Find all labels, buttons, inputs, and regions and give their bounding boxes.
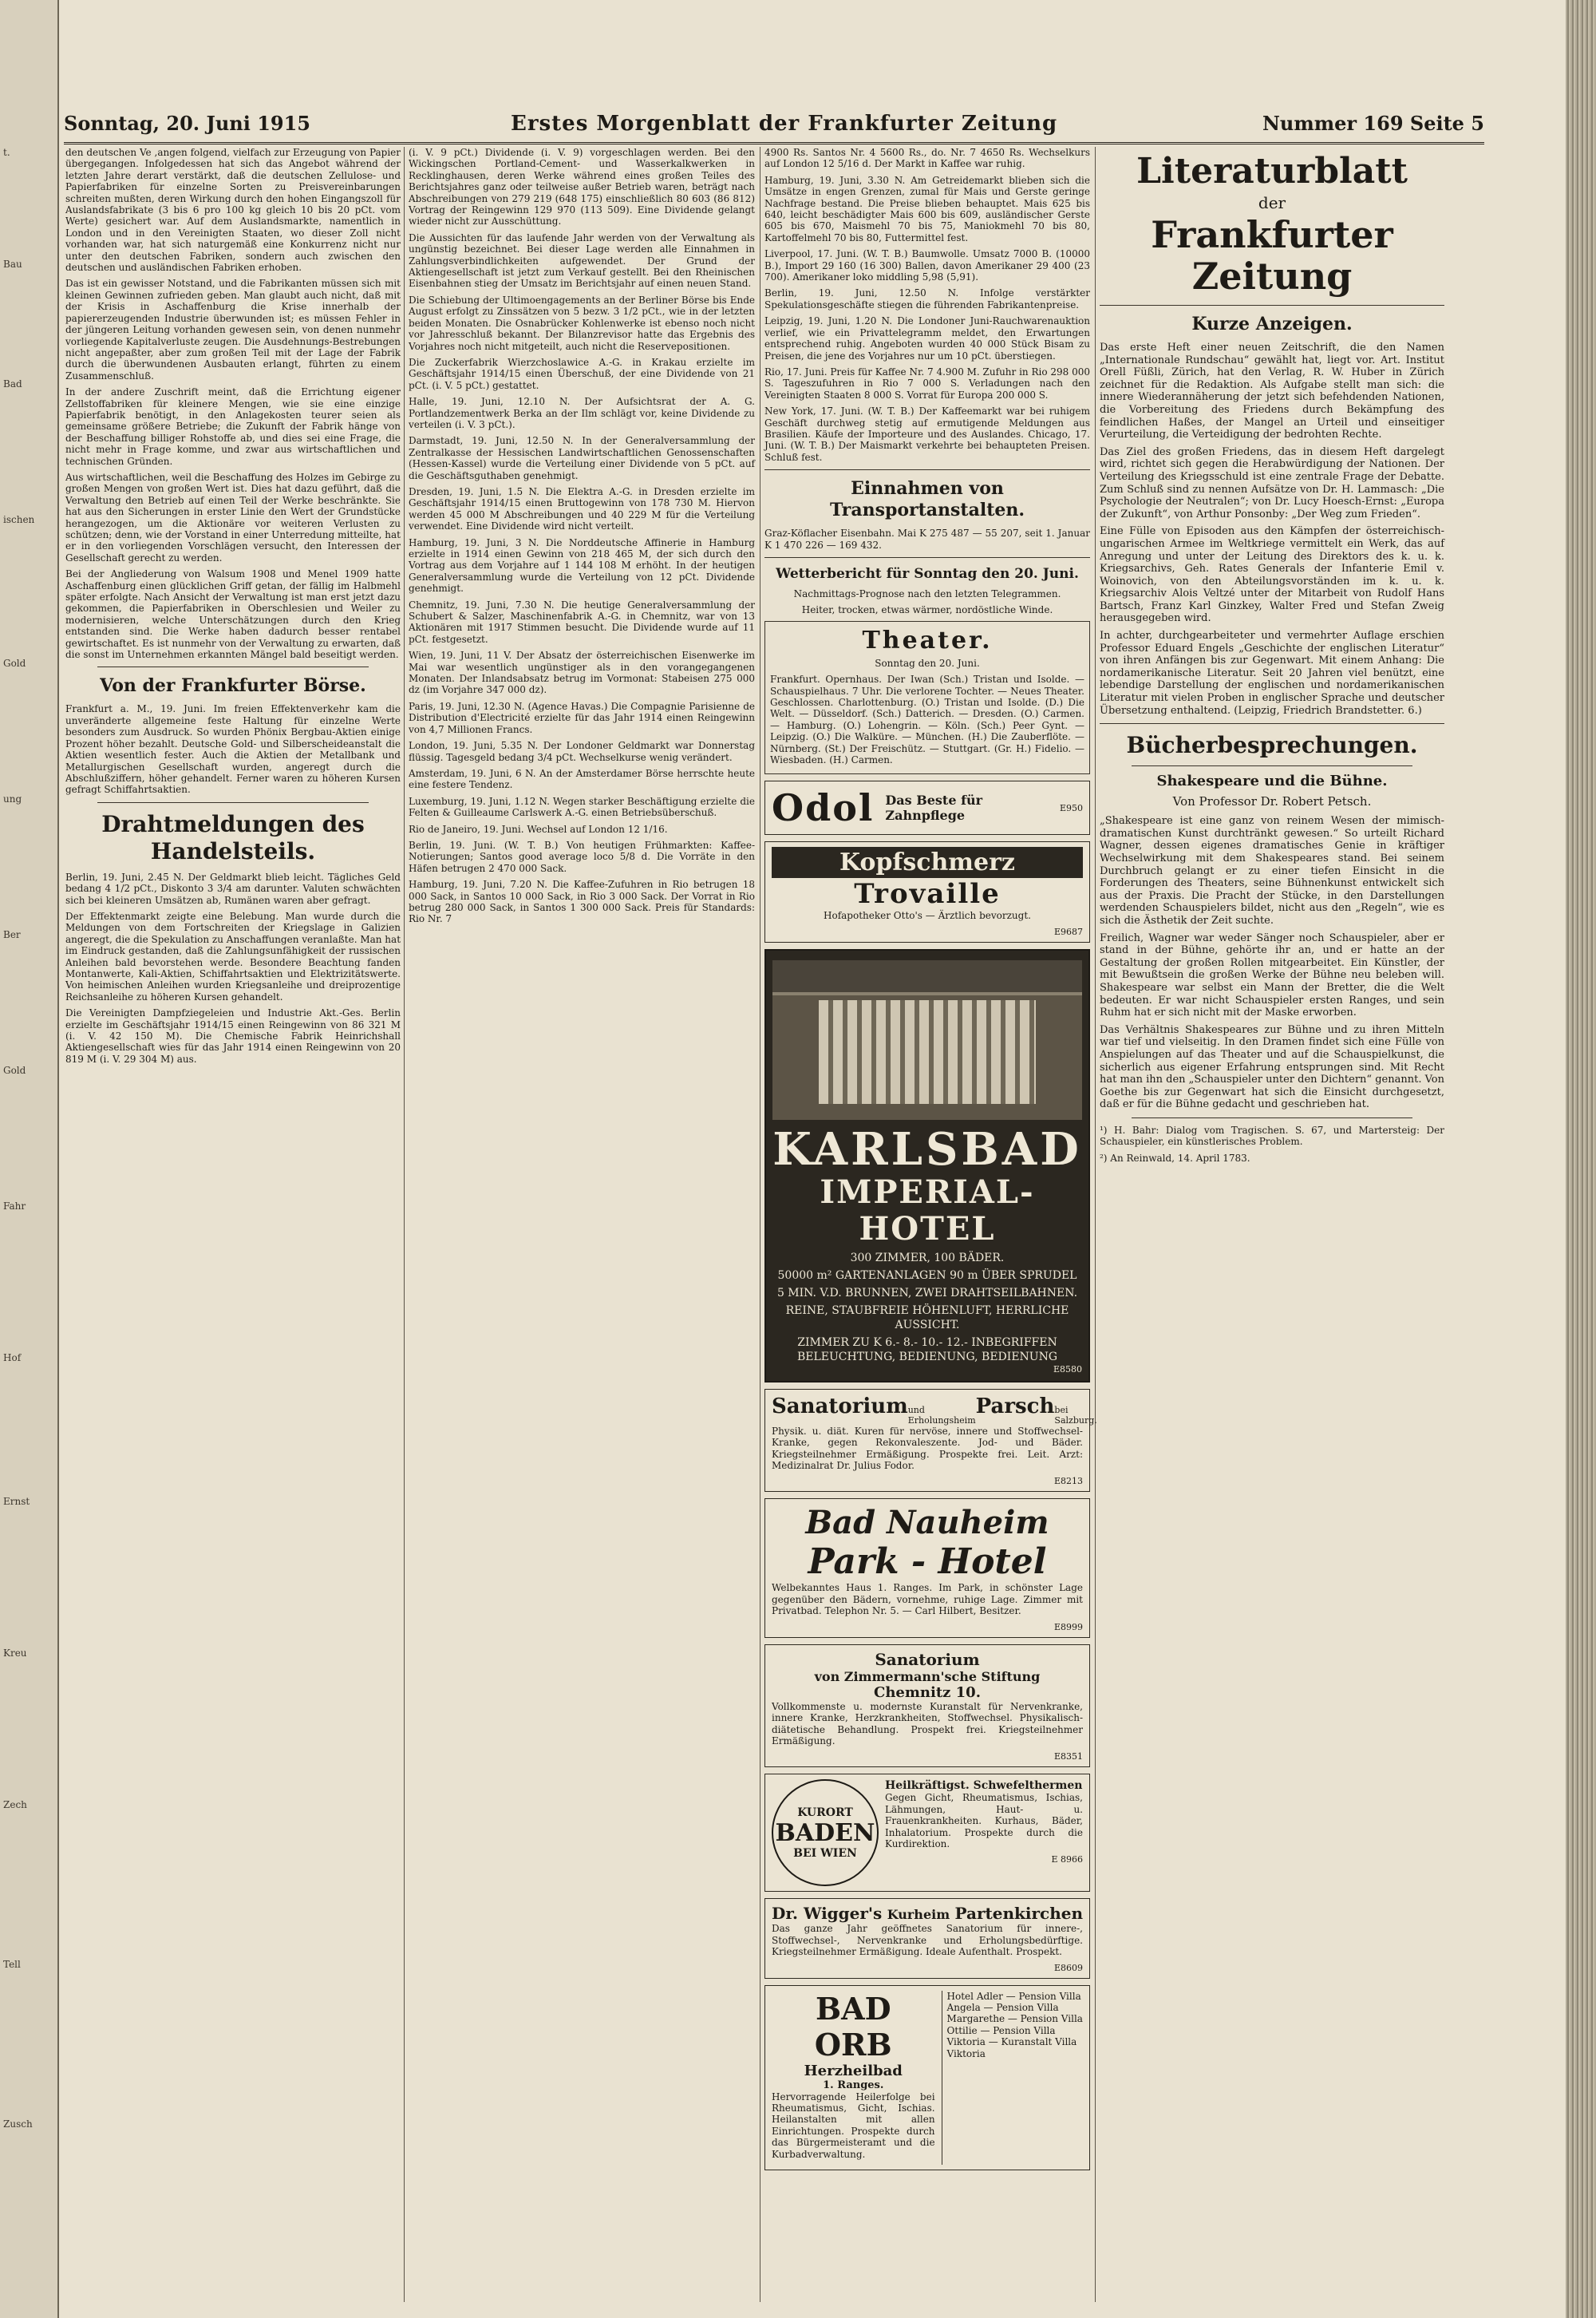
ad-mark: E8609 xyxy=(1053,1962,1083,1973)
trovaille-headline: Kopfschmerz xyxy=(772,847,1083,878)
section-heading-drahtmeldungen: Drahtmeldungen des Handelsteils. xyxy=(101,810,365,864)
article-paragraph: Das Verhältnis Shakespeares zur Bühne und zu ihren Mitteln war tief und vielseitig. In den Dramen findet sich eine Fülle von Anspielungen auf das Theater und auf die Schauspielkunst, die sicherlich aus eigener Erfahrung entsprungen sind. Mit Recht hat man ihn den „Schauspieler unter den Dichtern“ genannt. Von Goethe bis zur Gegenwart hat sich die Einsicht durchgesetzt, daß er für die Bühne gedacht und geschrieben hat. xyxy=(1100,1023,1444,1111)
gutter-word: Ber xyxy=(3,929,21,940)
theater-heading: Theater. xyxy=(862,626,993,655)
gutter-word: Gold xyxy=(3,658,26,669)
section-heading-boerse: Von der Frankfurter Börse. xyxy=(100,675,366,697)
article-paragraph: Rio, 17. Juni. Preis für Kaffee Nr. 7 4.900 M. Zufuhr in Rio 298 000 S. Tageszufuhren in Rio 7 000 S. Verladungen nach den Vereinigten Staaten 8 000 S. Vorrat für Europa 200 000 S. xyxy=(764,366,1090,401)
ad-bad-nauheim-park-hotel xyxy=(764,1498,1090,1637)
section-heading-kurze-anzeigen: Kurze Anzeigen. xyxy=(1191,314,1353,334)
article-paragraph: „Shakespeare ist eine ganz von reinem Wesen der mimisch-dramatischen Kunst durchtränkt gewesen.“ So urteilt Richard Wagner, dessen eigenes dramatisches Genie in kräftiger Wechselwirkung mit dem Shakespeares stand. Bei seinem Durchbruch gelangt er zu einer tiefen Einsicht in die Forderungen des Theaters, seine Bühnenkunst entwickelt sich aus der Praxis. Die Pracht der Stücke, in den Darstellungen werdenden Schauspielers bildet, nicht aus den „Regeln“, wie es sich die Ästhetik der Zeit suchte. xyxy=(1100,815,1444,927)
parsch-text: Physik. u. diät. Kuren für nervöse, innere und Stoffwechsel-Kranke, gegen Rekonvaleszente. Jod- und Bäder. Kriegsteilnehmer Ermäßigung. Prospekte frei. Leit. Arzt: Medizinalrat Dr. Julius Fodor. xyxy=(772,1425,1083,1472)
article-paragraph: Dresden, 19. Juni, 1.5 N. Die Elektra A.-G. in Dresden erzielte im Geschäftsjahr 1914/15 einen Bruttogewinn von 178 730 M. Hiervon werden 45 000 M Abschreibungen und 40 229 M für die Verteilung verwendet. Eine Dividende wird nicht verteilt. xyxy=(409,485,755,532)
article-paragraph: Freilich, Wagner war weder Sänger noch Schauspieler, aber er stand in der Bühne, gehörte ihr an, und er hatte an der Gestaltung der großen Rollen mitgearbeitet. Ein Künstler, der mit Bewußtsein die großen Werke der Bühne neu beleben will. Shakespeare war selbst ein Mann der Bretter, die die Welt bedeuten. Er war nicht Schauspieler ersten Ranges, und sein Ruhm hat er sich nicht mit der Maske erworben. xyxy=(1100,932,1444,1019)
nauheim-hotel: Park - Hotel xyxy=(808,1541,1047,1583)
issue-date: Sonntag, 20. Juni 1915 xyxy=(64,112,310,135)
karlsbad-city: KARLSBAD xyxy=(772,1122,1082,1176)
column-1 xyxy=(65,147,401,2302)
wigger-kurheim: Kurheim xyxy=(887,1907,950,1923)
article-paragraph: (i. V. 9 pCt.) Dividende (i. V. 9) vorgeschlagen werden. Bei den Wickingschen Portland-Cement- und Wasserkalkwerken in Recklinghausen, deren Werke während eines großen Teiles des Berichtsjahres ganz oder teilweise außer Betrieb waren, beträgt nach Abschreibungen von 279 219 (648 175) einschließlich 80 603 (86 812) Vortrag der Reingewinn 129 970 (113 509). Eine Dividende gelangt wieder nicht zur Ausschüttung. xyxy=(409,147,755,227)
gutter-word: Gold xyxy=(3,1065,26,1076)
ad-sanatorium-chemnitz xyxy=(764,1644,1090,1768)
ad-bad-orb xyxy=(764,1985,1090,2170)
gutter-word: ischen xyxy=(3,514,35,525)
article-paragraph: Luxemburg, 19. Juni, 1.12 N. Wegen starker Beschäftigung erzielte die Felten & Guilleaume Carlswerk A.-G. einen Betriebsüberschuß. xyxy=(409,795,755,819)
parsch-sub: und Erholungsheim xyxy=(907,1404,976,1426)
divider xyxy=(1100,305,1444,306)
ad-odol xyxy=(764,781,1090,835)
chemnitz-city: Chemnitz 10. xyxy=(874,1683,981,1701)
article-paragraph: Berlin, 19. Juni, 12.50 N. Infolge verstärkter Spekulationsgeschäfte stiegen die führenden Fabrikantenpreise. xyxy=(764,287,1090,311)
article-paragraph: Das erste Heft einer neuen Zeitschrift, die den Namen „Internationale Rundschau“ gewählt hat, liegt vor. Art. Institut Orell Füßli, Zürich, hat den Verlag, R. W. Huber in Zürich zeichnet für die Redaktion. Als Aufgabe stellt man sich: die innere Wiederannäherung der jetzt sich befehdenden Nationen, die Vorbereitung des Friedens durch Bekämpfung des feindlichen Haßes, der Mangel an Urteil und einseitiger Verurteilung, die Verteidigung der bedrohten Rechte. xyxy=(1100,342,1444,441)
nauheim-title: Bad Nauheim xyxy=(805,1504,1049,1542)
orb-rank: 1. Ranges. xyxy=(823,2079,884,2091)
literaturblatt-frankfurter-zeitung: Frankfurter Zeitung xyxy=(1151,213,1393,298)
parsch-label: Sanatorium xyxy=(772,1394,908,1418)
article-paragraph: Die Schiebung der Ultimoengagements an der Berliner Börse bis Ende August erfolgt zu Zinssätzen von 5 bezw. 3 1/2 pCt., wie in der letzten beiden Monaten. Die Osnabrücker Kohlenwerke ist ebenso noch nicht vor Jahresschluß bekannt. Der Bilanzrevisor hatte das Ergebnis des Vorjahres noch nicht mitgeteilt, auch nicht die Reservepositionen. xyxy=(409,294,755,352)
article-paragraph: Hamburg, 19. Juni, 7.20 N. Die Kaffee-Zufuhren in Rio betrugen 18 000 Sack, in Santos 10 000 Sack, in Rio 3 000 Sack. Der Vorrat in Rio betrug 280 000 Sack, in Santos 1 300 000 Sack. Preis für Standards: Rio Nr. 7 xyxy=(409,879,755,925)
divider xyxy=(1132,1117,1412,1118)
gutter-word: Zusch xyxy=(3,2118,33,2130)
article-paragraph: Wien, 19. Juni, 11 V. Der Absatz der österreichischen Eisenwerke im Mai war wesentlich ungünstiger als in den vorangegangenen Monaten. Der Inlandsabsatz betrug im Vormonat: Stabeisen 275 000 dz (im Vorjahre 347 000 dz). xyxy=(409,650,755,696)
divider xyxy=(764,469,1090,470)
article-paragraph: Rio de Janeiro, 19. Juni. Wechsel auf London 12 1/16. xyxy=(409,823,668,835)
gutter-word: Zech xyxy=(3,1799,27,1810)
divider xyxy=(1132,765,1412,766)
hotel-photo xyxy=(772,960,1082,1120)
nauheim-text: Welbekanntes Haus 1. Ranges. Im Park, in schönster Lage gegenüber den Bädern, vornehme, ruhige Lage. Zimmer mit Privatbad. Telephon Nr. 5. — Carl Hilbert, Besitzer. xyxy=(772,1582,1083,1617)
weather-forecast: Heiter, trocken, etwas wärmer, nordöstliche Winde. xyxy=(801,604,1053,616)
wigger-place: Partenkirchen xyxy=(954,1904,1083,1924)
article-paragraph: London, 19. Juni, 5.35 N. Der Londoner Geldmarkt war Donnerstag flüssig. Tagesgeld bedang 3/4 pCt. Wechselkurse wenig verändert. xyxy=(409,740,755,763)
literaturblatt-der: der xyxy=(1258,193,1286,212)
baden-headline: Heilkräftigst. Schwefelthermen xyxy=(885,1779,1083,1793)
ad-kurort-baden xyxy=(764,1774,1090,1892)
theater-date: Sonntag den 20. Juni. xyxy=(875,657,980,669)
article-paragraph: Leipzig, 19. Juni, 1.20 N. Die Londoner Juni-Rauchwarenauktion verlief, wie ein Privattelegramm meldet, den Erwartungen entsprechend ruhig. Angeboten wurden 40 000 Stück Bisam zu Preisen, die jene des Vorjahres nur um 10 pCt. überstiegen. xyxy=(764,315,1090,362)
karlsbad-line: 5 MIN. V.D. BRUNNEN, ZWEI DRAHTSEILBAHNEN. xyxy=(776,1286,1078,1299)
hotel-building-image xyxy=(819,1000,1036,1104)
wigger-text: Das ganze Jahr geöffnetes Sanatorium für innere-, Stoffwechsel-, Nervenkranke und Erholungsbedürftige. Kriegsteilnehmer Ermäßigung. Ideale Aufenthalt. Prospekt. xyxy=(772,1923,1083,1958)
baden-text: Gegen Gicht, Rheumatismus, Ischias, Lähmungen, Haut- u. Frauenkrankheiten. Kurhaus, Bäder, Inhalatorium. Prospekte durch die Kurdirektion. xyxy=(885,1792,1083,1849)
ad-trovaille xyxy=(764,841,1090,942)
masthead-title: Erstes Morgenblatt der Frankfurter Zeitung xyxy=(511,112,1058,136)
gutter-word: Bau xyxy=(3,259,22,270)
article-paragraph: Graz-Köflacher Eisenbahn. Mai K 275 487 — 55 207, seit 1. Januar K 1 470 226 — 169 432. xyxy=(764,528,1090,551)
ad-mark: E950 xyxy=(1059,802,1083,813)
article-paragraph: In achter, durchgearbeiteter und vermehrter Auflage erschien Professor Eduard Engels „Geschichte der englischen Literatur“ von ihren Anfängen bis zur Gegenwart. Mit einem Anhang: Die nordamerikanische Literatur. Seit 20 Jahren viel benützt, eine lebendige Darstellung der englischen und nordamerikanischen Literatur mit vielen Proben in englischer Sprache und deutscher Übersetzung enthaltend. (Leipzig, Friedrich Brandstetter. 6.) xyxy=(1100,630,1444,717)
article-paragraph: Aus wirtschaftlichen, weil die Beschaffung des Holzes im Gebirge zu großen Mengen von großen Wert ist. Dies hat dazu geführt, daß die Verwaltung den Betrieb auf einen Teil der Werke beschränkte. Sie hat aus den Sicherungen in erster Linie den Wert der Grundstücke herangezogen, um die Aktionäre vor weiteren Verlusten zu schützen; denn, wie der Vorstand in einer Unterredung mitteilte, hat er in den vorliegenden Vorschlägen versucht, den Interessen der Gesellschaft gerecht zu werden. xyxy=(65,471,401,564)
article-paragraph: Halle, 19. Juni, 12.10 N. Der Aufsichtsrat der A. G. Portlandzementwerk Berka an der Ilm schlägt vor, keine Dividende zu verteilen (i. V. 3 pCt.). xyxy=(409,396,755,430)
ad-mark: E 8966 xyxy=(1051,1854,1083,1865)
article-paragraph: New York, 17. Juni. (W. T. B.) Der Kaffeemarkt war bei ruhigem Geschäft durchweg stetig auf ermutigende Meldungen aus Brasilien. Käufe der Importeure und des Auslandes. Chicago, 17. Juni. (W. T. B.) Der Maismarkt verkehrte bei behaupteten Preisen. Schluß fest. xyxy=(764,405,1090,463)
literaturblatt-title: Literaturblatt xyxy=(1136,151,1408,192)
baden-logo-line: BEI WIEN xyxy=(793,1846,857,1860)
gutter-word: Fahr xyxy=(3,1201,26,1212)
article-paragraph: 4900 Rs. Santos Nr. 4 5600 Rs., do. Nr. 7 4650 Rs. Wechselkurs auf London 12 5/16 d. Der Markt in Kaffee war ruhig. xyxy=(764,147,1090,170)
article-paragraph: Frankfurt a. M., 19. Juni. Im freien Effektenverkehr kam die unveränderte allgemeine feste Haltung für einzelne Werte besonders zum Ausdruck. So wurden Phönix Bergbau-Aktien einige Prozent höher bezahlt. Deutsche Gold- und Silberscheideanstalt die Aktien wesentlich fester. Auch die Aktien der Metallbank und Metallurgischen Gesellschaft wurden, angeregt durch die Abschlußziffern, höher gehandelt. Ferner waren zu höheren Kursen gefragt Schiffahrtsaktien. xyxy=(65,703,401,796)
divider xyxy=(97,802,369,803)
ad-mark: E9687 xyxy=(1053,926,1083,937)
chemnitz-foundation: von Zimmermann'sche Stiftung xyxy=(814,1668,1041,1684)
column-4 xyxy=(1100,147,1444,2302)
article-paragraph: Eine Fülle von Episoden aus den Kämpfen der österreichisch-ungarischen Armee im Weltkriege vermittelt ein Werk, das auf Anregung und unter der Leitung des Direktors des k. u. k. Kriegsarchivs, Geh. Rates Generals der Infanterie Emil v. Woinovich, von den Abteilungsvorständen im k. u. k. Kriegsarchiv Alois Veltzé unter der Mitarbeit von Rudolf Hans Bartsch, Franz Karl Ginzkey, Walter Fred und Stefan Zweig herausgegeben wird. xyxy=(1100,525,1444,625)
baden-logo-line: BADEN xyxy=(775,1818,875,1847)
column-3 xyxy=(764,147,1097,2302)
article-paragraph: Darmstadt, 19. Juni, 12.50 N. In der Generalversammlung der Zentralkasse der Hessischen Landwirtschaftlichen Genossenschaften (Hessen-Kassel) wurde die Verteilung einer Dividende von 5 pCt. auf die Geschäftsguthaben genehmigt. xyxy=(409,435,755,481)
article-paragraph: Berlin, 19. Juni. (W. T. B.) Von heutigen Frühmarkten: Kaffee-Notierungen; Santos good average loco 5/8 d. Die Vorräte in den Häfen betrugen 2 470 000 Sack. xyxy=(409,839,755,874)
gutter-word: Hof xyxy=(3,1352,22,1363)
gutter-word: Ernst xyxy=(3,1496,30,1507)
theater-program: Frankfurt. Opernhaus. Der Iwan (Sch.) Tristan und Isolde. — Schauspielhaus. 7 Uhr. Die verlorene Tochter. — Neues Theater. Geschlossen. Charlottenburg. (O.) Tristan und Isolde. (D.) Die Welt. — Düsseldorf. (Sch.) Datterich. — Dresden. (O.) Carmen. — Hamburg. (O.) Lohengrin. — Köln. (Sch.) Peer Gynt. — Leipzig. (O.) Die Walküre. — München. (H.) Die Zauberflöte. — Nürnberg. (St.) Der Freischütz. — Stuttgart. (Gr. H.) Fidelio. — Wiesbaden. (H.) Carmen. xyxy=(770,674,1084,766)
article-paragraph: Berlin, 19. Juni, 2.45 N. Der Geldmarkt blieb leicht. Tägliches Geld bedang 4 1/2 pCt., Diskonto 3 3/4 am darunter. Valuten schwächten sich bei kleineren Umsätzen ab, Rumänen waren aber gefragt. xyxy=(65,871,401,906)
previous-page-gutter xyxy=(0,0,59,2318)
baden-logo xyxy=(772,1779,879,1886)
footnote: ¹) H. Bahr: Dialog vom Tragischen. S. 67, und Martersteig: Der Schauspieler, ein künstlerisches Problem. xyxy=(1100,1124,1444,1148)
article-paragraph: Hamburg, 19. Juni, 3 N. Die Norddeutsche Affinerie in Hamburg erzielte in 1914 einen Gewinn von 218 465 M, der sich durch den Vortrag aus dem Vorjahre auf 1 144 108 M erhöht. In der heutigen Generalversammlung wurde die Verteilung von 12 pCt. Dividende genehmigt. xyxy=(409,536,755,595)
article-paragraph: Chemnitz, 19. Juni, 7.30 N. Die heutige Generalversammlung der Schubert & Salzer, Maschinenfabrik A.-G. in Chemnitz, war von 13 Aktionären mit 1917 Stimmen besucht. Die Dividende wurde auf 11 pCt. festgesetzt. xyxy=(409,599,755,645)
section-heading-wetter: Wetterbericht für Sonntag den 20. Juni. xyxy=(776,565,1079,582)
article-author: Von Professor Dr. Robert Petsch. xyxy=(1172,794,1372,809)
ad-mark: E8999 xyxy=(1053,1621,1083,1632)
divider xyxy=(764,557,1090,558)
orb-title: BAD ORB xyxy=(814,1990,892,2063)
page-number: Nummer 169 Seite 5 xyxy=(1262,112,1484,135)
ad-karlsbad-imperial-hotel xyxy=(764,949,1090,1382)
ad-sanatorium-parsch xyxy=(764,1389,1097,1493)
article-paragraph: Die Aussichten für das laufende Jahr werden von der Verwaltung als ungünstig bezeichnet. Bei dieser Lage werden alle Einnahmen in Zahlungsverbindlichkeiten aufgewendet. Der Grund der Aktiengesellschaft ist jetzt zum Verkauf gestellt. Bei den Rheinischen Eisenbahnen stieg der Umsatz im Berichtsjahr auf einen neuen Stand. xyxy=(409,231,755,290)
book-page-edges xyxy=(1566,0,1596,2318)
baden-logo-line: KURORT xyxy=(797,1806,853,1819)
article-paragraph: Die Vereinigten Dampfziegeleien und Industrie Akt.-Ges. Berlin erzielte im Geschäftsjahr 1914/15 einen Reingewinn von 86 321 M (i. V. 42 150 M). Die Chemische Fabrik Heinrichshall Aktiengesellschaft wies für das Jahr 1914 einen Reingewinn von 20 819 M (i. V. 29 304 M) aus. xyxy=(65,1007,401,1065)
footnote: ²) An Reinwald, 14. April 1783. xyxy=(1100,1152,1250,1164)
article-paragraph: Hamburg, 19. Juni, 3.30 N. Am Getreidemarkt blieben sich die Umsätze in engen Grenzen, zumal für Mais und Gerste geringe Nachfrage bestand. Die Preise blieben behauptet. Mais 625 bis 640, leicht beschädigter Mais 600 bis 609, ausländischer Gerste 605 bis 670, Maismehl 70 bis 75, Maniokmehl 70 bis 80, Kartoffelmehl 70 bis 80, Futtermittel fest. xyxy=(764,174,1090,243)
gutter-word: ung xyxy=(3,793,22,805)
karlsbad-line: REINE, STAUBFREIE HÖHENLUFT, HERRLICHE AUSSICHT. xyxy=(785,1303,1069,1331)
trovaille-subline: Hofapotheker Otto's — Ärztlich bevorzugt. xyxy=(824,910,1031,922)
wigger-name: Dr. Wigger's xyxy=(772,1904,883,1924)
odol-tagline: Das Beste für Zahnpflege xyxy=(885,793,983,824)
article-paragraph: Das Ziel des großen Friedens, das in diesem Heft dargelegt wird, richtet sich gegen die Herabwürdigung der Nationen. Der Verteilung des Kriegsschuld ist eine zentrale Frage der Debatte. Zum Schluß sind zu nennen Aufsätze von Dr. H. Lammasch: „Die Psychologie der Neutralen“; von Dr. Lucy Hoesch-Ernst: „Europa der Zukunft“, von Arthur Ponsonby: „Der Weg zum Frieden“. xyxy=(1100,445,1444,520)
article-paragraph: Die Zuckerfabrik Wierzchoslawice A.-G. in Krakau erzielte im Geschäftsjahr 1914/15 einen Überschuß, der eine Dividende von 21 pCt. (i. V. 5 pCt.) gestattet. xyxy=(409,356,755,391)
parsch-place: bei Salzburg. xyxy=(1054,1404,1097,1426)
weather-subtitle: Nachmittags-Prognose nach den letzten Telegrammen. xyxy=(793,587,1061,599)
divider xyxy=(1100,723,1444,724)
parsch-name: Parsch xyxy=(975,1394,1055,1418)
column-2 xyxy=(409,147,755,2302)
chemnitz-text: Vollkommenste u. modernste Kuranstalt für Nervenkranke, innere Kranke, Herzkrankheiten, Stoffwechsel. Physikalisch-diätetische Behandlung. Prospekt frei. Kriegsteilnehmer Ermäßigung. xyxy=(772,1700,1083,1746)
gutter-word: Bad xyxy=(3,378,22,390)
orb-subtitle: Herzheilbad xyxy=(804,2062,903,2079)
gutter-word: Kreu xyxy=(3,1648,27,1659)
section-heading-buecherbesprechungen: Bücherbesprechungen. xyxy=(1126,732,1418,759)
ad-wigger-kurheim xyxy=(764,1898,1090,1978)
chemnitz-title: Sanatorium xyxy=(875,1649,980,1669)
odol-logo: Odol xyxy=(772,786,875,830)
theater-listing xyxy=(764,621,1090,775)
karlsbad-line: 50000 m² GARTENANLAGEN 90 m ÜBER SPRUDEL xyxy=(777,1268,1077,1282)
article-paragraph: Amsterdam, 19. Juni, 6 N. An der Amsterdamer Börse herrschte heute eine festere Tendenz. xyxy=(409,767,755,791)
article-paragraph: den deutschen Ve ,angen folgend, vielfach zur Erzeugung von Papier übergegangen. Infolgedessen hat sich das Angebot während der letzten Jahre derart verstärkt, daß die deutschen Zellulose- und Papierfabriken für einzelne Sorten zu Preisvereinbarungen schreiten mußten, deren Wirkung durch den hohen Eingangszoll für Auslandsfabrikate (3 bis 6 pro 100 kg gleich 10 bis 20 pCt. vom Werte) gesichert war. Auf dem Auslandsmarkte, namentlich in London und in den Vereinigten Staaten, wo dieser Zoll nicht vorhanden war, hat sich naturgemäß eine Konkurrenz nicht nur unter den deutschen Fabriken, sondern auch zwischen den deutschen und ausländischen Fabriken erhoben. xyxy=(65,147,401,274)
ad-mark: E8351 xyxy=(1053,1751,1083,1762)
gutter-word: Tell xyxy=(3,1959,21,1970)
article-paragraph: Das ist ein gewisser Notstand, und die Fabrikanten müssen sich mit kleinen Gewinnen zufrieden geben. Man glaubt auch nicht, daß mit der Krisis in Aschaffenburg die Krise innerhalb der papiererzeugenden Industrie überwunden ist; es müssen Fehler in der jüngeren Leitung vorhanden gewesen sein, von denen nunmehr vorliegende Kapitalverluste zeugen. Die Ausdehnungs-Bestrebungen nicht angepaßter, aber zum großen Teil mit der Lage der Fabrik durch die überwundenen Ausbauten erlangt, führten zu einem Zusammenschluß. xyxy=(65,278,401,382)
karlsbad-hotel-name: IMPERIAL-HOTEL xyxy=(820,1173,1035,1248)
article-paragraph: In der andere Zuschrift meint, daß die Errichtung eigener Zellstoffabriken für kleinere Mengen, wie sie eine einzige Papierfabrik benötigt, in den Anlagekosten teurer seien als gemeinsame größere Betriebe; die Zukunft der Fabrik hänge von der Beschaffung billiger Rohstoffe ab, und dies sei eine Frage, die nicht mehr in Frage komme, und zwar aus wirtschaftlichen und technischen Gründen. xyxy=(65,386,401,467)
column-rule xyxy=(404,147,405,2302)
column-rule xyxy=(1095,147,1096,2302)
article-paragraph: Paris, 19. Juni, 12.30 N. (Agence Havas.) Die Compagnie Parisienne de Distribution d'Electricité erzielte für das Jahr 1914 einen Reingewinn von 4,7 Millionen Francs. xyxy=(409,700,755,735)
gutter-word: t. xyxy=(3,147,10,158)
karlsbad-line: 300 ZIMMER, 100 BÄDER. xyxy=(850,1251,1005,1264)
section-heading-einnahmen: Einnahmen von Transportanstalten. xyxy=(829,478,1025,521)
orb-hotel-list: Hotel Adler — Pension Villa Angela — Pension Villa Margarethe — Pension Villa Ottilie — Pension Villa Viktoria — Kuranstalt Villa Viktoria xyxy=(946,1990,1083,2059)
orb-text: Hervorragende Heilerfolge bei Rheumatismus, Gicht, Ischias. Heilanstalten mit allen Einrichtungen. Prospekte durch das Bürgermeisteramt und die Kurbadverwaltung. xyxy=(772,2091,935,2160)
article-paragraph: Liverpool, 17. Juni. (W. T. B.) Baumwolle. Umsatz 7000 B. (10000 B.), Import 29 160 (16 300) Ballen, davon Amerikaner 29 400 (23 700). Amerikaner loko middling 5,98 (5,91). xyxy=(764,248,1090,283)
article-paragraph: Bei der Angliederung von Walsum 1908 und Menel 1909 hatte Aschaffenburg einen glücklichen Griff getan, der fällig im Halbmehl später erfolgte. Nach Ansicht der Verwaltung ist man erst jetzt dazu gekommen, die Papierfabriken in Oberschlesien und Weiler zu modernisieren, welche Unterschätzungen durch den Krieg entstanden sind. Die Werke haben dadurch besser rentabel gewirtschaftet. Es ist nunmehr von der Verwaltung zu erwarten, daß die sonst im Unternehmen erkannten Mängel bald beseitigt werden. xyxy=(65,568,401,661)
ad-mark: E8580 xyxy=(1053,1363,1082,1375)
page-header xyxy=(64,105,1484,144)
article-title-shakespeare: Shakespeare und die Bühne. xyxy=(1156,773,1388,790)
karlsbad-line: ZIMMER ZU K 6.- 8.- 10.- 12.- INBEGRIFFEN BELEUCHTUNG, BEDIENUNG, BEDIENUNG xyxy=(796,1335,1058,1363)
ad-mark: E8213 xyxy=(1053,1476,1083,1487)
trovaille-brand: Trovaille xyxy=(854,878,1001,911)
article-paragraph: Der Effektenmarkt zeigte eine Belebung. Man wurde durch die Meldungen von dem Fortschreiten der Kriegslage in Galizien angeregt, die die Spekulation zu Anschaffungen veranlaßte. Man hat im Eindruck gestanden, daß die Zahlungsunfähigkeit der russischen Anleihen bald bevorstehen werde. Besondere Beachtung fanden Montanwerte, Kali-Aktien, Schiffahrtsaktien und Elektrizitätswerte. Von heimischen Anleihen wurden Kriegsanleihe und dreiprozentige Reichsanleihe zu höheren Kursen gehandelt. xyxy=(65,910,401,1003)
